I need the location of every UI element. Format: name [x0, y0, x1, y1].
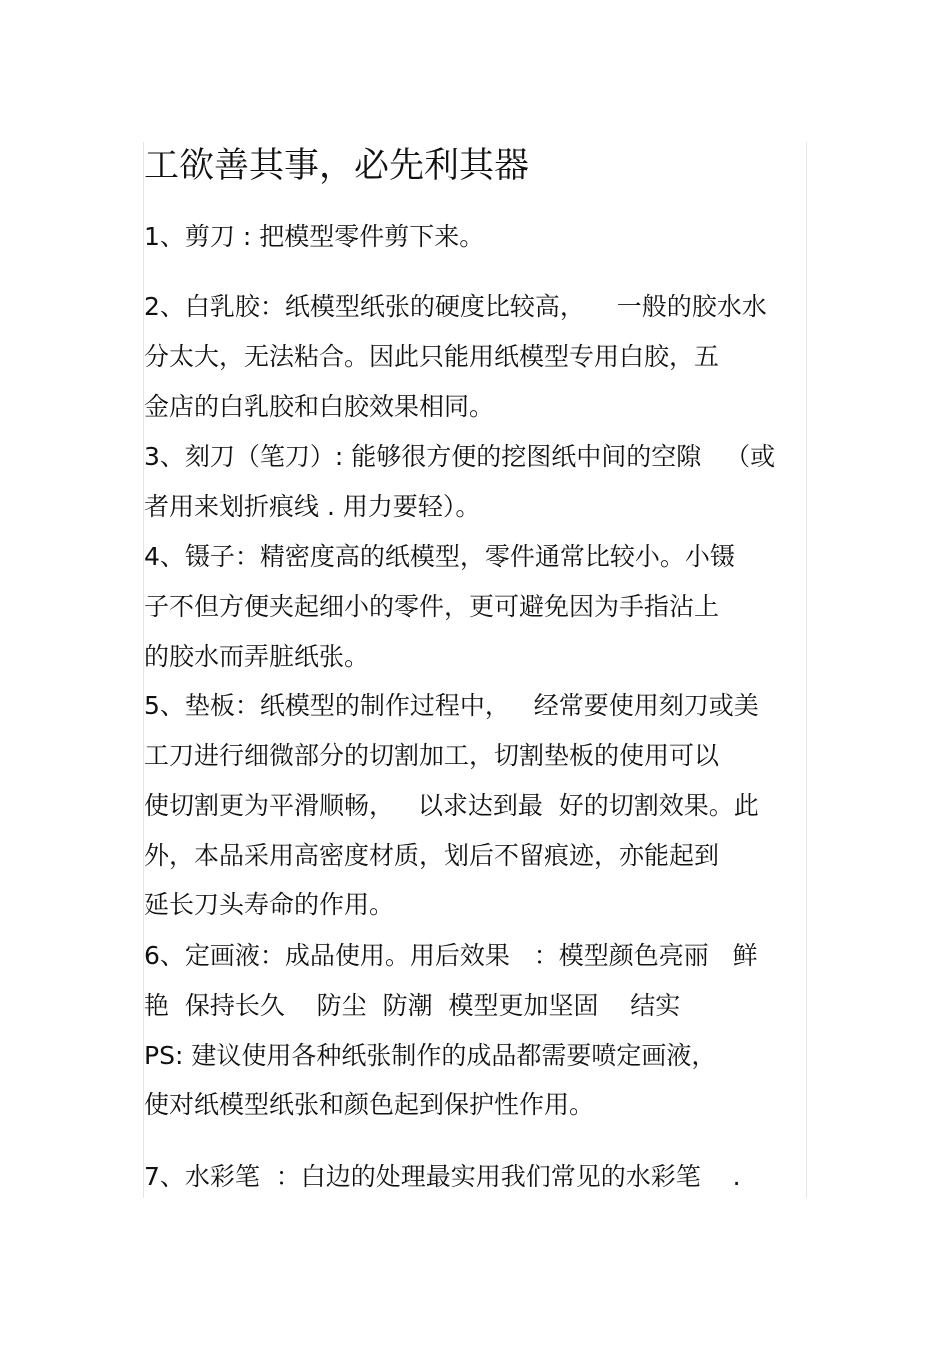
document-title: 工欲善其事，必先利其器 — [144, 146, 530, 186]
text-line-6: 者用来划折痕线 . 用力要轻）。 — [144, 492, 481, 521]
text-line-12: 使切割更为平滑顺畅， 以求达到最 好的切割效果。此 — [144, 791, 759, 820]
page-border-right — [806, 142, 807, 1198]
text-line-16: 艳 保持长久 防尘 防潮 模型更加坚固 结实 — [144, 991, 681, 1020]
text-line-10: 5、垫板：纸模型的制作过程中， 经常要使用刻刀或美 — [144, 691, 759, 720]
text-line-1: 1、剪刀 : 把模型零件剪下来。 — [144, 222, 485, 251]
text-line-4: 金店的白乳胶和白胶效果相同。 — [144, 392, 495, 421]
text-line-11: 工刀进行细微部分的切割加工，切割垫板的使用可以 — [144, 741, 720, 770]
text-line-14: 延长刀头寿命的作用。 — [144, 890, 395, 919]
text-line-3: 分太大，无法粘合。因此只能用纸模型专用白胶，五 — [144, 342, 720, 371]
text-line-17: PS: 建议使用各种纸张制作的成品都需要喷定画液， — [144, 1041, 717, 1070]
text-line-15: 6、定画液：成品使用。用后效果 ：模型颜色亮丽 鲜 — [144, 941, 758, 970]
text-line-5: 3、刻刀（笔刀）: 能够很方便的挖图纸中间的空隙 （或 — [144, 442, 776, 471]
text-line-13: 外，本品采用高密度材质，划后不留痕迹，亦能起到 — [144, 841, 720, 870]
text-line-8: 子不但方便夹起细小的零件，更可避免因为手指沾上 — [144, 592, 720, 621]
text-line-7: 4、镊子：精密度高的纸模型，零件通常比较小。小镊 — [144, 542, 735, 571]
text-line-2: 2、白乳胶：纸模型纸张的硬度比较高， 一般的胶水水 — [144, 292, 767, 321]
text-line-19: 7、水彩笔 ：白边的处理最实用我们常见的水彩笔 . — [144, 1162, 741, 1191]
text-line-18: 使对纸模型纸张和颜色起到保护性作用。 — [144, 1090, 595, 1119]
text-line-9: 的胶水而弄脏纸张。 — [144, 642, 370, 671]
